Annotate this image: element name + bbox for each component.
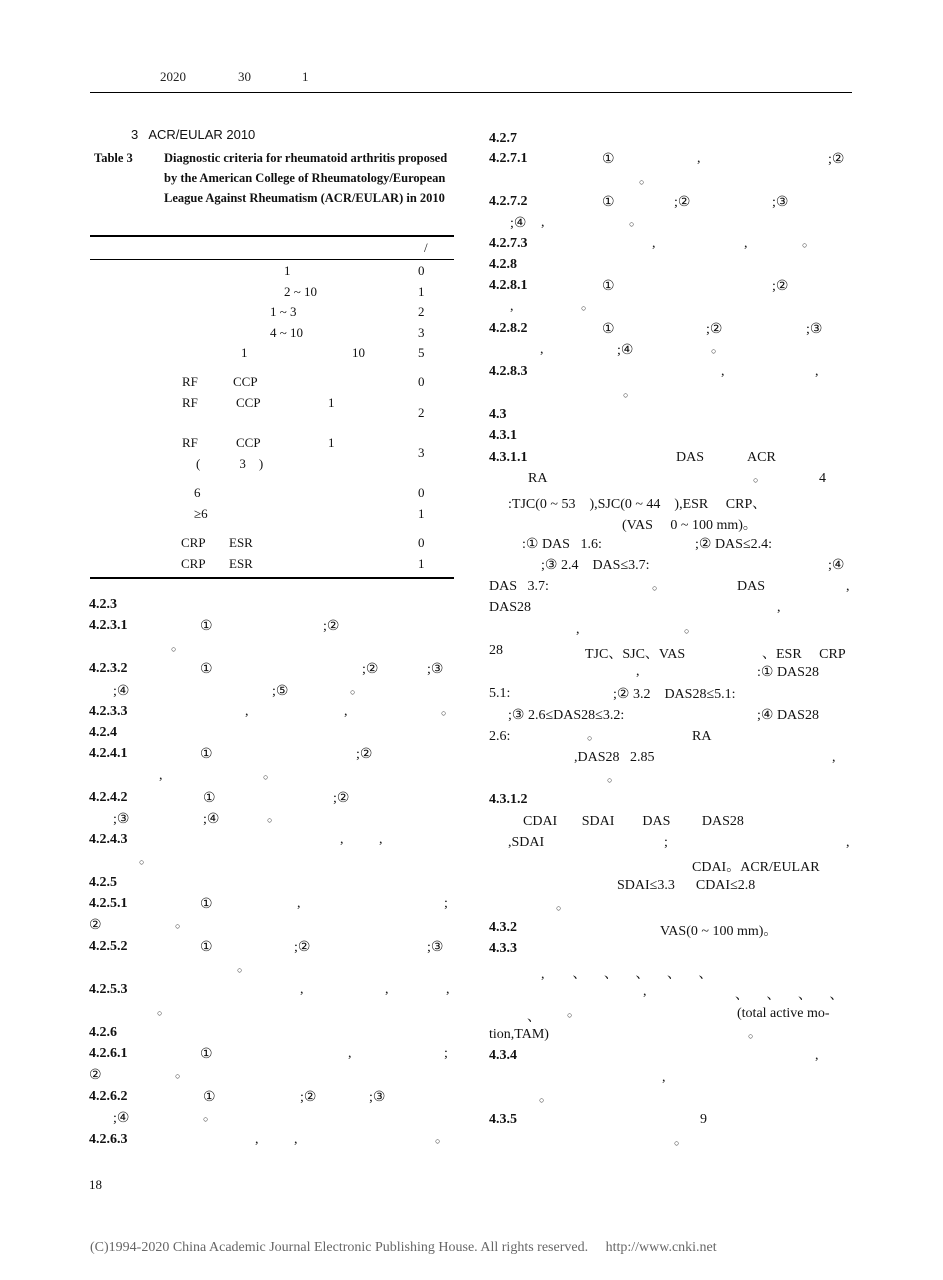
text-fragment: 9 bbox=[700, 1112, 707, 1127]
text-fragment: ① bbox=[602, 322, 615, 337]
section-number: 4.2.6.3 bbox=[89, 1132, 128, 1147]
text-fragment: ACR bbox=[747, 450, 776, 465]
text-fragment: 、 、 、 、 bbox=[735, 988, 844, 1003]
section-number: 4.2.6 bbox=[89, 1025, 117, 1040]
section-number: 4.2.7 bbox=[489, 131, 517, 146]
text-fragment: ;③ bbox=[369, 1090, 386, 1105]
text-fragment: , bbox=[379, 832, 383, 847]
text-fragment: , 、 、 、 、 、 bbox=[541, 967, 713, 982]
text-fragment: 2.6: bbox=[489, 729, 511, 744]
section-number: 4.2.4 bbox=[89, 725, 117, 740]
text-fragment: ;③ bbox=[806, 322, 823, 337]
table-bottom-rule bbox=[90, 577, 454, 579]
text-fragment: ;④ bbox=[828, 558, 845, 573]
text-fragment: , bbox=[510, 299, 514, 314]
text-fragment: ○ bbox=[175, 1071, 181, 1081]
text-fragment: , bbox=[777, 600, 781, 615]
section-number: 4.2.5.3 bbox=[89, 982, 128, 997]
text-fragment: ;④ bbox=[113, 1111, 130, 1126]
text-fragment: , bbox=[815, 1048, 819, 1063]
text-fragment: ○ bbox=[267, 815, 273, 825]
text-fragment: ;② 3.2 DAS28≤5.1: bbox=[613, 687, 736, 702]
text-fragment: ① bbox=[200, 619, 213, 634]
table-caption-text: Diagnostic criteria for rheumatoid arthritis proposed by the American College of Rheumatology/European League Against Rheumatism (ACR/EULAR) in 2010 bbox=[164, 151, 448, 205]
text-fragment: ;② bbox=[294, 940, 311, 955]
text-fragment: RA bbox=[528, 471, 548, 486]
table-head-slash: / bbox=[424, 240, 428, 255]
text-fragment: ;② bbox=[323, 619, 340, 634]
text-fragment: ;② bbox=[828, 152, 845, 167]
text-fragment: ○ bbox=[203, 1114, 209, 1124]
text-fragment: ;④ bbox=[617, 343, 634, 358]
text-fragment: , bbox=[446, 982, 450, 997]
text-fragment: ;④ bbox=[203, 812, 220, 827]
text-fragment: , bbox=[159, 768, 163, 783]
text-fragment: , bbox=[297, 896, 301, 911]
text-fragment: ○ bbox=[652, 583, 658, 593]
section-number: 4.2.8.2 bbox=[489, 321, 528, 336]
text-fragment: , bbox=[744, 236, 748, 251]
text-fragment: ○ bbox=[556, 903, 562, 913]
text-fragment: 、 bbox=[527, 1010, 541, 1025]
text-fragment: , bbox=[576, 622, 580, 637]
text-fragment: ○ bbox=[435, 1136, 441, 1146]
text-fragment: :TJC(0 ~ 53 ),SJC(0 ~ 44 ),ESR CRP、 bbox=[508, 497, 767, 512]
text-fragment: , bbox=[294, 1132, 298, 1147]
text-fragment: ; bbox=[444, 896, 448, 911]
header-rule bbox=[90, 92, 852, 93]
text-fragment: :① DAS 1.6: bbox=[522, 537, 602, 552]
table-head-rule bbox=[90, 259, 454, 260]
text-fragment: VAS(0 ~ 100 mm)。 bbox=[660, 924, 778, 939]
text-fragment: ○ bbox=[175, 921, 181, 931]
text-fragment: ;③ bbox=[427, 940, 444, 955]
section-number: 4.2.6.1 bbox=[89, 1046, 128, 1061]
text-fragment: , bbox=[846, 835, 850, 850]
text-fragment: ;③ 2.4 DAS≤3.7: bbox=[541, 558, 650, 573]
section-number: 4.2.8 bbox=[489, 257, 517, 272]
text-fragment: SDAI≤3.3 CDAI≤2.8 bbox=[617, 878, 756, 893]
text-fragment: ○ bbox=[441, 708, 447, 718]
section-number: 4.3.2 bbox=[489, 920, 517, 935]
text-fragment: , bbox=[652, 236, 656, 251]
text-fragment: , bbox=[385, 982, 389, 997]
section-number: 4.2.3.2 bbox=[89, 661, 128, 676]
copyright-footer: (C)1994-2020 China Academic Journal Electronic Publishing House. All rights reserved. http://www.cnki.net bbox=[90, 1240, 717, 1255]
text-fragment: 、ESR CRP bbox=[762, 647, 846, 662]
text-fragment: , bbox=[662, 1070, 666, 1085]
text-fragment: ○ bbox=[171, 644, 177, 654]
text-fragment: ① bbox=[200, 897, 213, 912]
text-fragment: , bbox=[541, 215, 545, 230]
text-fragment: ② bbox=[89, 1068, 102, 1083]
text-fragment: , bbox=[245, 704, 249, 719]
text-fragment: CDAI。ACR/EULAR bbox=[692, 860, 820, 875]
section-number: 4.2.7.3 bbox=[489, 236, 528, 251]
text-fragment: 28 bbox=[489, 643, 503, 658]
text-fragment: tion,TAM) bbox=[489, 1027, 549, 1042]
text-fragment: ○ bbox=[237, 965, 243, 975]
section-number: 4.3.1.2 bbox=[489, 792, 528, 807]
text-fragment: ;④ bbox=[510, 216, 527, 231]
section-number: 4.2.3 bbox=[89, 597, 117, 612]
text-fragment: ① bbox=[602, 279, 615, 294]
text-fragment: ○ bbox=[674, 1138, 680, 1148]
section-number: 4.2.7.1 bbox=[489, 151, 528, 166]
text-fragment: ① bbox=[602, 152, 615, 167]
text-fragment: ○ bbox=[711, 346, 717, 356]
text-fragment: , bbox=[300, 982, 304, 997]
text-fragment: ○ bbox=[587, 733, 593, 743]
text-fragment: ○ bbox=[539, 1095, 545, 1105]
text-fragment: DAS bbox=[676, 450, 705, 465]
table-top-rule bbox=[90, 235, 454, 237]
text-fragment: , bbox=[721, 364, 725, 379]
table-caption-cn: 3 ACR/EULAR 2010 bbox=[131, 127, 256, 142]
page-number: 18 bbox=[89, 1177, 102, 1192]
text-fragment: , bbox=[348, 1046, 352, 1061]
text-fragment: ① bbox=[203, 791, 216, 806]
section-number: 4.2.5 bbox=[89, 875, 117, 890]
text-fragment: ;② bbox=[300, 1090, 317, 1105]
section-number: 4.2.3.1 bbox=[89, 618, 128, 633]
text-fragment: DAS bbox=[737, 579, 766, 594]
text-fragment: , bbox=[643, 984, 647, 999]
text-fragment: ;② bbox=[333, 791, 350, 806]
text-fragment: ○ bbox=[802, 240, 808, 250]
text-fragment: , bbox=[697, 151, 701, 166]
text-fragment: ○ bbox=[748, 1031, 754, 1041]
text-fragment: DAS 3.7: bbox=[489, 579, 549, 594]
header-volume: 30 bbox=[238, 69, 251, 84]
text-fragment: ,SDAI bbox=[508, 835, 545, 850]
text-fragment: , bbox=[815, 364, 819, 379]
text-fragment: ○ bbox=[684, 626, 690, 636]
text-fragment: ② bbox=[89, 918, 102, 933]
section-number: 4.2.4.1 bbox=[89, 746, 128, 761]
section-number: 4.2.8.1 bbox=[489, 278, 528, 293]
text-fragment: ;⑤ bbox=[272, 684, 289, 699]
text-fragment: (VAS 0 ~ 100 mm)。 bbox=[622, 518, 757, 533]
text-fragment: ;② DAS≤2.4: bbox=[695, 537, 773, 552]
text-fragment: , bbox=[846, 579, 850, 594]
text-fragment: , bbox=[340, 832, 344, 847]
text-fragment: ① bbox=[200, 662, 213, 677]
text-fragment: ,DAS28 2.85 bbox=[574, 750, 655, 765]
section-number: 4.2.5.1 bbox=[89, 896, 128, 911]
text-fragment: ○ bbox=[581, 303, 587, 313]
text-fragment: ① bbox=[200, 747, 213, 762]
section-number: 4.2.7.2 bbox=[489, 194, 528, 209]
text-fragment: ;③ bbox=[113, 812, 130, 827]
text-fragment: ○ bbox=[607, 775, 613, 785]
text-fragment: RA bbox=[692, 729, 712, 744]
text-fragment: ○ bbox=[139, 857, 145, 867]
text-fragment: ○ bbox=[629, 219, 635, 229]
text-fragment: ○ bbox=[623, 390, 629, 400]
text-fragment: (total active mo- bbox=[737, 1006, 830, 1021]
table-caption-en bbox=[94, 148, 454, 208]
text-fragment: ;③ bbox=[772, 195, 789, 210]
section-number: 4.2.4.2 bbox=[89, 790, 128, 805]
section-number: 4.3.3 bbox=[489, 941, 517, 956]
section-number: 4.2.3.3 bbox=[89, 704, 128, 719]
section-number: 4.2.5.2 bbox=[89, 939, 128, 954]
section-number: 4.3.4 bbox=[489, 1048, 517, 1063]
section-number: 4.3 bbox=[489, 407, 507, 422]
text-fragment: :① DAS28 bbox=[757, 665, 819, 680]
section-number: 4.3.1.1 bbox=[489, 450, 528, 465]
text-fragment: ;② bbox=[674, 195, 691, 210]
text-fragment: ○ bbox=[350, 687, 356, 697]
text-fragment: , bbox=[255, 1132, 259, 1147]
text-fragment: ;② bbox=[362, 662, 379, 677]
text-fragment: 5.1: bbox=[489, 686, 511, 701]
text-fragment: 4 bbox=[819, 471, 826, 486]
section-number: 4.2.6.2 bbox=[89, 1089, 128, 1104]
text-fragment: ; bbox=[664, 835, 668, 850]
text-fragment: , bbox=[832, 750, 836, 765]
text-fragment: ;② bbox=[706, 322, 723, 337]
text-fragment: ○ bbox=[753, 475, 759, 485]
text-fragment: ○ bbox=[157, 1008, 163, 1018]
text-fragment: ① bbox=[602, 195, 615, 210]
section-number: 4.3.1 bbox=[489, 428, 517, 443]
text-fragment: ;② bbox=[772, 279, 789, 294]
text-fragment: TJC、SJC、VAS bbox=[585, 647, 686, 662]
header-year: 2020 bbox=[160, 69, 186, 84]
text-fragment: ① bbox=[203, 1090, 216, 1105]
section-number: 4.2.4.3 bbox=[89, 832, 128, 847]
text-fragment: ○ bbox=[567, 1010, 573, 1020]
section-number: 4.2.8.3 bbox=[489, 364, 528, 379]
text-fragment: DAS28 bbox=[489, 600, 532, 615]
text-fragment: , bbox=[344, 704, 348, 719]
text-fragment: ;④ bbox=[113, 684, 130, 699]
text-fragment: ① bbox=[200, 940, 213, 955]
header-issue: 1 bbox=[302, 69, 309, 84]
text-fragment: ① bbox=[200, 1047, 213, 1062]
text-fragment: , bbox=[636, 664, 640, 679]
table-label: Table 3 bbox=[94, 151, 133, 165]
text-fragment: ;④ DAS28 bbox=[757, 708, 819, 723]
text-fragment: ; bbox=[444, 1046, 448, 1061]
text-fragment: , bbox=[540, 342, 544, 357]
text-fragment: ;② bbox=[356, 747, 373, 762]
text-fragment: CDAI SDAI DAS DAS28 bbox=[523, 814, 744, 829]
section-number: 4.3.5 bbox=[489, 1112, 517, 1127]
text-fragment: ○ bbox=[263, 772, 269, 782]
text-fragment: ○ bbox=[639, 177, 645, 187]
text-fragment: ;③ 2.6≤DAS28≤3.2: bbox=[508, 708, 625, 723]
text-fragment: ;③ bbox=[427, 662, 444, 677]
